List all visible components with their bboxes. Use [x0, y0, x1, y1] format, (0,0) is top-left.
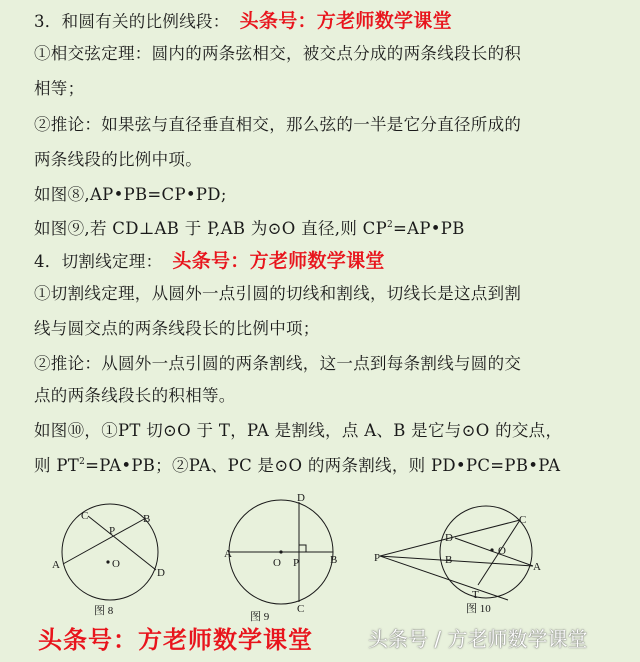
fig9-label-a: A [224, 548, 232, 560]
fig9-center-dot [279, 550, 282, 553]
fig10-label-t: T [472, 589, 479, 601]
section-3-heading: 3．和圆有关的比例线段： [34, 12, 230, 31]
fig8-label-c: C [81, 510, 89, 522]
fig9-caption: 图 9 [250, 611, 270, 623]
fig10-center-dot [490, 548, 493, 551]
watermark: 头条号 / 方老师数学课堂 [368, 627, 588, 651]
fig10-label-c: C [519, 514, 527, 526]
fig10-label-p: P [374, 552, 381, 564]
section-3-fig8-formula: 如图⑧,AP•PB=CP•PD; [34, 185, 227, 204]
fig9-label-c: C [297, 603, 305, 615]
figure-10 [380, 506, 533, 600]
fig9-label-p: P [293, 557, 300, 569]
section-3-fig9-formula: 如图⑨,若 CD⊥AB 于 P,AB 为⊙O 直径,则 CP [34, 219, 387, 238]
section-4-theorem-1-cont: 线与圆交点的两条线段长的比例中项； [34, 319, 320, 338]
fig8-label-o: O [112, 558, 120, 570]
fig8-center-dot [106, 560, 109, 563]
section-3-theorem-1: ①相交弦定理：圆内的两条弦相交，被交点分成的两条线段长的积 [34, 44, 522, 63]
fig10-caption: 图 10 [466, 603, 491, 615]
section-3-fig9-formula-line [34, 218, 465, 240]
fig10-tangent-pt [380, 556, 508, 600]
fig9-right-angle-mark [299, 545, 306, 552]
fig9-label-d: D [297, 492, 305, 504]
section-4-corollary: ②推论：从圆外一点引圆的两条割线，这一点到每条割线与圆的交 [34, 354, 522, 373]
fig10-label-o: O [498, 545, 506, 557]
fig8-label-a: A [52, 559, 60, 571]
section-4-corollary-cont: 点的两条线段长的积相等。 [34, 386, 236, 405]
section-4-theorem-1: ①切割线定理，从圆外一点引圆的切线和割线，切线长是这点到割 [34, 284, 522, 303]
fig8-label-d: D [157, 567, 165, 579]
section-4-fig10-text: 如图⑩，①PT 切⊙O 于 T，PA 是割线，点 A、B 是它与⊙O 的交点， [34, 421, 563, 440]
fig8-label-p: P [109, 525, 116, 537]
section-4-fig10-formula-end: =PA•PB；②PA、PC 是⊙O 的两条割线，则 PD•PC=PB•PA [85, 456, 561, 475]
section-3-corollary-cont: 两条线段的比例中项。 [34, 150, 202, 169]
fig10-label-a: A [533, 561, 541, 573]
section-4-heading: 4．切割线定理： [34, 252, 163, 271]
fig9-label-o: O [273, 557, 281, 569]
superscript: 2 [79, 457, 86, 467]
superscript: 2 [387, 220, 394, 230]
section-3-theorem-1-cont: 相等； [34, 79, 85, 98]
section-3-heading-line [34, 10, 452, 33]
footer-brand: 头条号：方老师数学课堂 [38, 625, 313, 654]
section-3-corollary: ②推论：如果弦与直径垂直相交，那么弦的一半是它分直径所成的 [34, 115, 522, 134]
fig10-label-b: B [445, 554, 453, 566]
section-4-fig10-formula-line [34, 455, 560, 477]
fig8-label-b: B [143, 513, 151, 525]
section-3-fig9-formula-end: =AP•PB [393, 219, 465, 238]
geometry-figures [0, 490, 640, 625]
fig10-label-d: D [445, 532, 453, 544]
section-4-heading-line [34, 250, 385, 273]
section-4-brand: 头条号：方老师数学课堂 [172, 250, 385, 272]
section-4-fig10-formula: 则 PT [34, 456, 80, 475]
fig8-chord-ab [63, 518, 146, 564]
fig8-caption: 图 8 [94, 605, 114, 617]
section-3-brand: 头条号：方老师数学课堂 [239, 10, 452, 32]
fig9-label-b: B [330, 554, 338, 566]
